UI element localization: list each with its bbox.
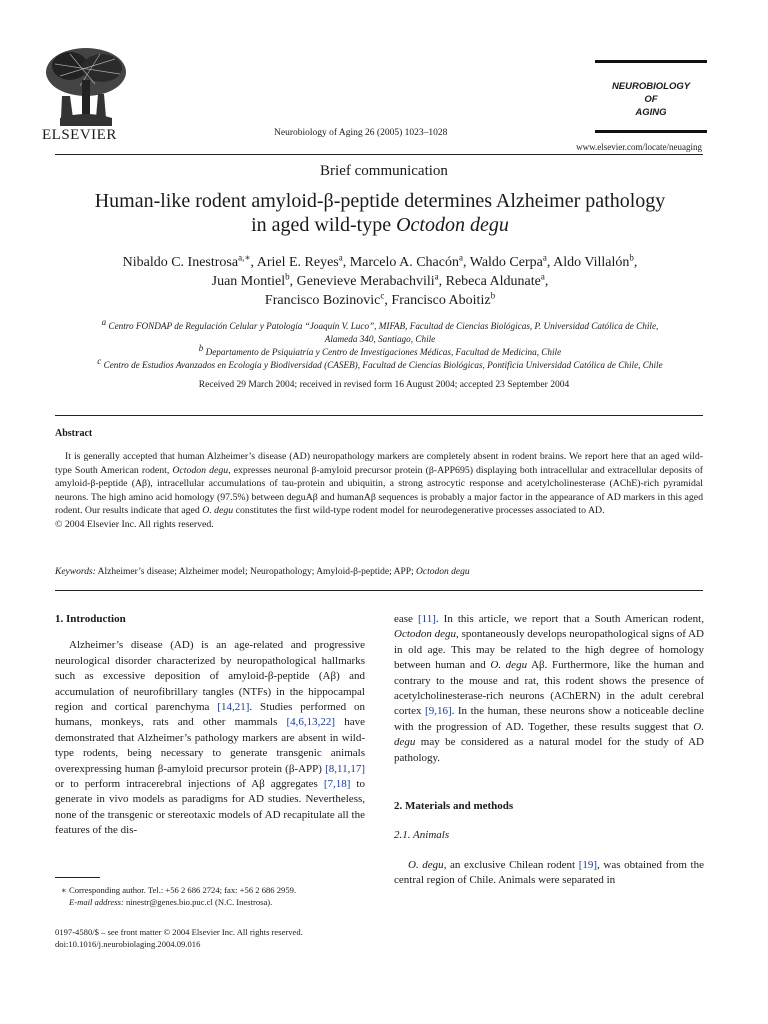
left-column — [55, 612, 365, 839]
abstract-bottom-divider — [55, 590, 703, 591]
citation-link[interactable]: [9,16] — [425, 705, 452, 718]
affiliations — [55, 316, 705, 372]
article-title — [40, 189, 720, 237]
title-line-2: in aged wild-type Octodon degu — [251, 214, 509, 236]
citation-link[interactable]: [4,6,13,22] — [286, 716, 336, 729]
author: Juan Montiel — [211, 274, 286, 289]
author: Francisco Aboitiz — [391, 293, 491, 308]
footnote-contact: ∗ Corresponding author. Tel.: +56 2 686 2724; fax: +56 2 686 2959. — [61, 885, 297, 895]
citation-link[interactable]: [14,21] — [217, 701, 250, 714]
affiliation: $^b$ Departamento de Psiquiatría y Centro de Investigaciones Médicas, Facultad de Medicina, Chile — [198, 342, 562, 357]
author-line: Francisco Bozinovic$^c$, Francisco Aboitiz$^b$ — [264, 290, 496, 308]
affiliation: Alameda 340, Santiago, Chile — [324, 334, 436, 344]
abstract-body — [55, 450, 703, 532]
intro-paragraph-continued: ease [11]. In this article, we report that a South American rodent, Octodon degu, spontaneously develops neuropathological signs of AD in old age. This may be related to the high degree of homology between human and O. degu Aβ. Furthermore, like the human and contrary to the mouse and rat, this rodent shows the presence of acetylcholinesterase-rich neurons (AChERN) in the adult cerebral cortex [9,16]. In the human, these neurons show a noticeable decline with the progression of AD. Together, these results suggest that O. degu may be considered as a natural model for the study of AD pathology. — [394, 613, 705, 764]
citation-link[interactable]: [7,18] — [323, 778, 351, 791]
author: Aldo Villalón — [553, 255, 630, 270]
received-dates: Received 29 March 2004; received in revised form 16 August 2004; accepted 23 September 2004 — [198, 380, 570, 390]
section-heading-introduction: 1. Introduction — [55, 613, 126, 625]
intro-paragraph: Alzheimer’s disease (AD) is an age-related and progressive neurological disorder characterized by neuropathological hallmarks such as excessive deposition of amyloid-β-peptide (Aβ) and accumulation of neurofibrillary tangles (NTFs) in the hippocampal region and cortical parenchyma [14,21]. Studies performed on humans, monkeys, rats and other mammals [4,6,13,22] have demonstrated that Alzheimer’s pathology markers are absent in wild-type rodents, being necessary to generate transgenic animals overexpressing human β-amyloid precursor protein (β-APP) [8,11,17] or to perform intracerebral injections of Aβ aggregates [7,18] to generate in vivo models as paradigms for AD studies. Nevertheless, none of the transgenic or stereotaxic models of AD recapitulate all the features of the dis- — [55, 639, 366, 837]
journal-logo — [595, 60, 707, 135]
section-heading-methods: 2. Materials and methods — [394, 800, 514, 813]
author: Nibaldo C. Inestrosa — [122, 255, 239, 270]
citation-link[interactable]: [19] — [578, 858, 598, 871]
footnote-email: E-mail address: ninestr@genes.bio.puc.cl (N.C. Inestrosa). — [69, 897, 273, 907]
abstract-heading: Abstract — [55, 428, 93, 439]
title-line-1: Human-like rodent amyloid-β-peptide determines Alzheimer pathology — [94, 190, 666, 212]
doi-line[interactable]: doi:10.1016/j.neurobiolaging.2004.09.016 — [55, 939, 201, 949]
abstract-copyright: © 2004 Elsevier Inc. All rights reserved. — [55, 518, 214, 530]
journal-name-line: NEUROBIOLOGY — [611, 81, 691, 92]
footnote-rule — [55, 877, 100, 878]
subsection-heading-animals: 2.1. Animals — [394, 829, 450, 842]
journal-name-line: AGING — [635, 107, 667, 118]
journal-reference: Neurobiology of Aging 26 (2005) 1023–1028 — [274, 128, 448, 138]
author: Francisco Bozinovic — [264, 293, 381, 308]
author: Waldo Cerpa — [469, 255, 543, 270]
corresponding-author-footnote — [55, 884, 375, 908]
journal-url[interactable]: www.elsevier.com/locate/neuaging — [576, 142, 702, 152]
author: Ariel E. Reyes — [256, 255, 339, 270]
journal-name-line: OF — [644, 94, 658, 105]
author-list — [40, 253, 720, 310]
author: Genevieve Merabachvili — [296, 274, 435, 289]
citation-link[interactable]: [8,11,17] — [325, 762, 365, 775]
citation-link[interactable]: [11] — [417, 613, 436, 625]
author-line: Nibaldo C. Inestrosa$^{a,∗}$, Ariel E. Reyes$^a$, Marcelo A. Chacón$^a$, Waldo Cerpa$^a$, Aldo Villalón$^b$, — [122, 252, 638, 270]
abstract-top-divider — [55, 415, 703, 416]
front-matter-copyright — [55, 926, 303, 950]
article-type: Brief communication — [320, 163, 448, 179]
abstract-paragraph: It is generally accepted that human Alzheimer’s disease (AD) neuropathology markers are completely absent in rodent brains. We report here that an aged wild-type South American rodent, Octodon degu, expresses neuronal β-amyloid precursor protein (β-APP695) displaying both intracellular and extracellular deposits of amyloid-β-peptide (Aβ), intracellular accumulations of tau-protein and ubiquitin, a strong astrocytic response and acetylcholinesterase (AChE)-rich pyramidal neurons. The high amino acid homology (97.5%) between deguAβ and humanAβ sequences is probably a major factor in the appearance of AD markers in this aged rodent. Our results indicate that aged O. degu constitutes the first wild-type rodent model for neurodegenerative processes associated to AD. — [55, 451, 704, 517]
publisher-name: ELSEVIER — [42, 127, 117, 143]
affiliation: $^c$ Centro de Estudios Avanzados en Ecología y Biodiversidad (CASEB), Facultad de Ciencias Biológicas, Pontificia Universidad Católica de Chile, Chile — [97, 355, 663, 370]
affiliation: $^a$ Centro FONDAP de Regulación Celular y Patología “Joaquín V. Luco”, MIFAB, Facultad de Ciencias Biológicas, P. Universidad Católica de Chile, — [101, 316, 659, 331]
animals-paragraph: O. degu, an exclusive Chilean rodent [19], was obtained from the central region of Chile. Animals were separated in — [394, 858, 704, 887]
elsevier-tree-logo — [40, 44, 132, 128]
author: Marcelo A. Chacón — [349, 255, 459, 270]
issn-line: 0197-4580/$ – see front matter © 2004 Elsevier Inc. All rights reserved. — [55, 927, 303, 937]
header-divider — [55, 154, 703, 155]
right-column — [394, 612, 704, 889]
author-line: Juan Montiel$^b$, Genevieve Merabachvili$^a$, Rebeca Aldunate$^a$, — [211, 271, 549, 289]
author: Rebeca Aldunate — [445, 274, 541, 289]
keywords: Keywords: Alzheimer’s disease; Alzheimer model; Neuropathology; Amyloid-β-peptide; APP; Octodon degu — [55, 567, 470, 577]
